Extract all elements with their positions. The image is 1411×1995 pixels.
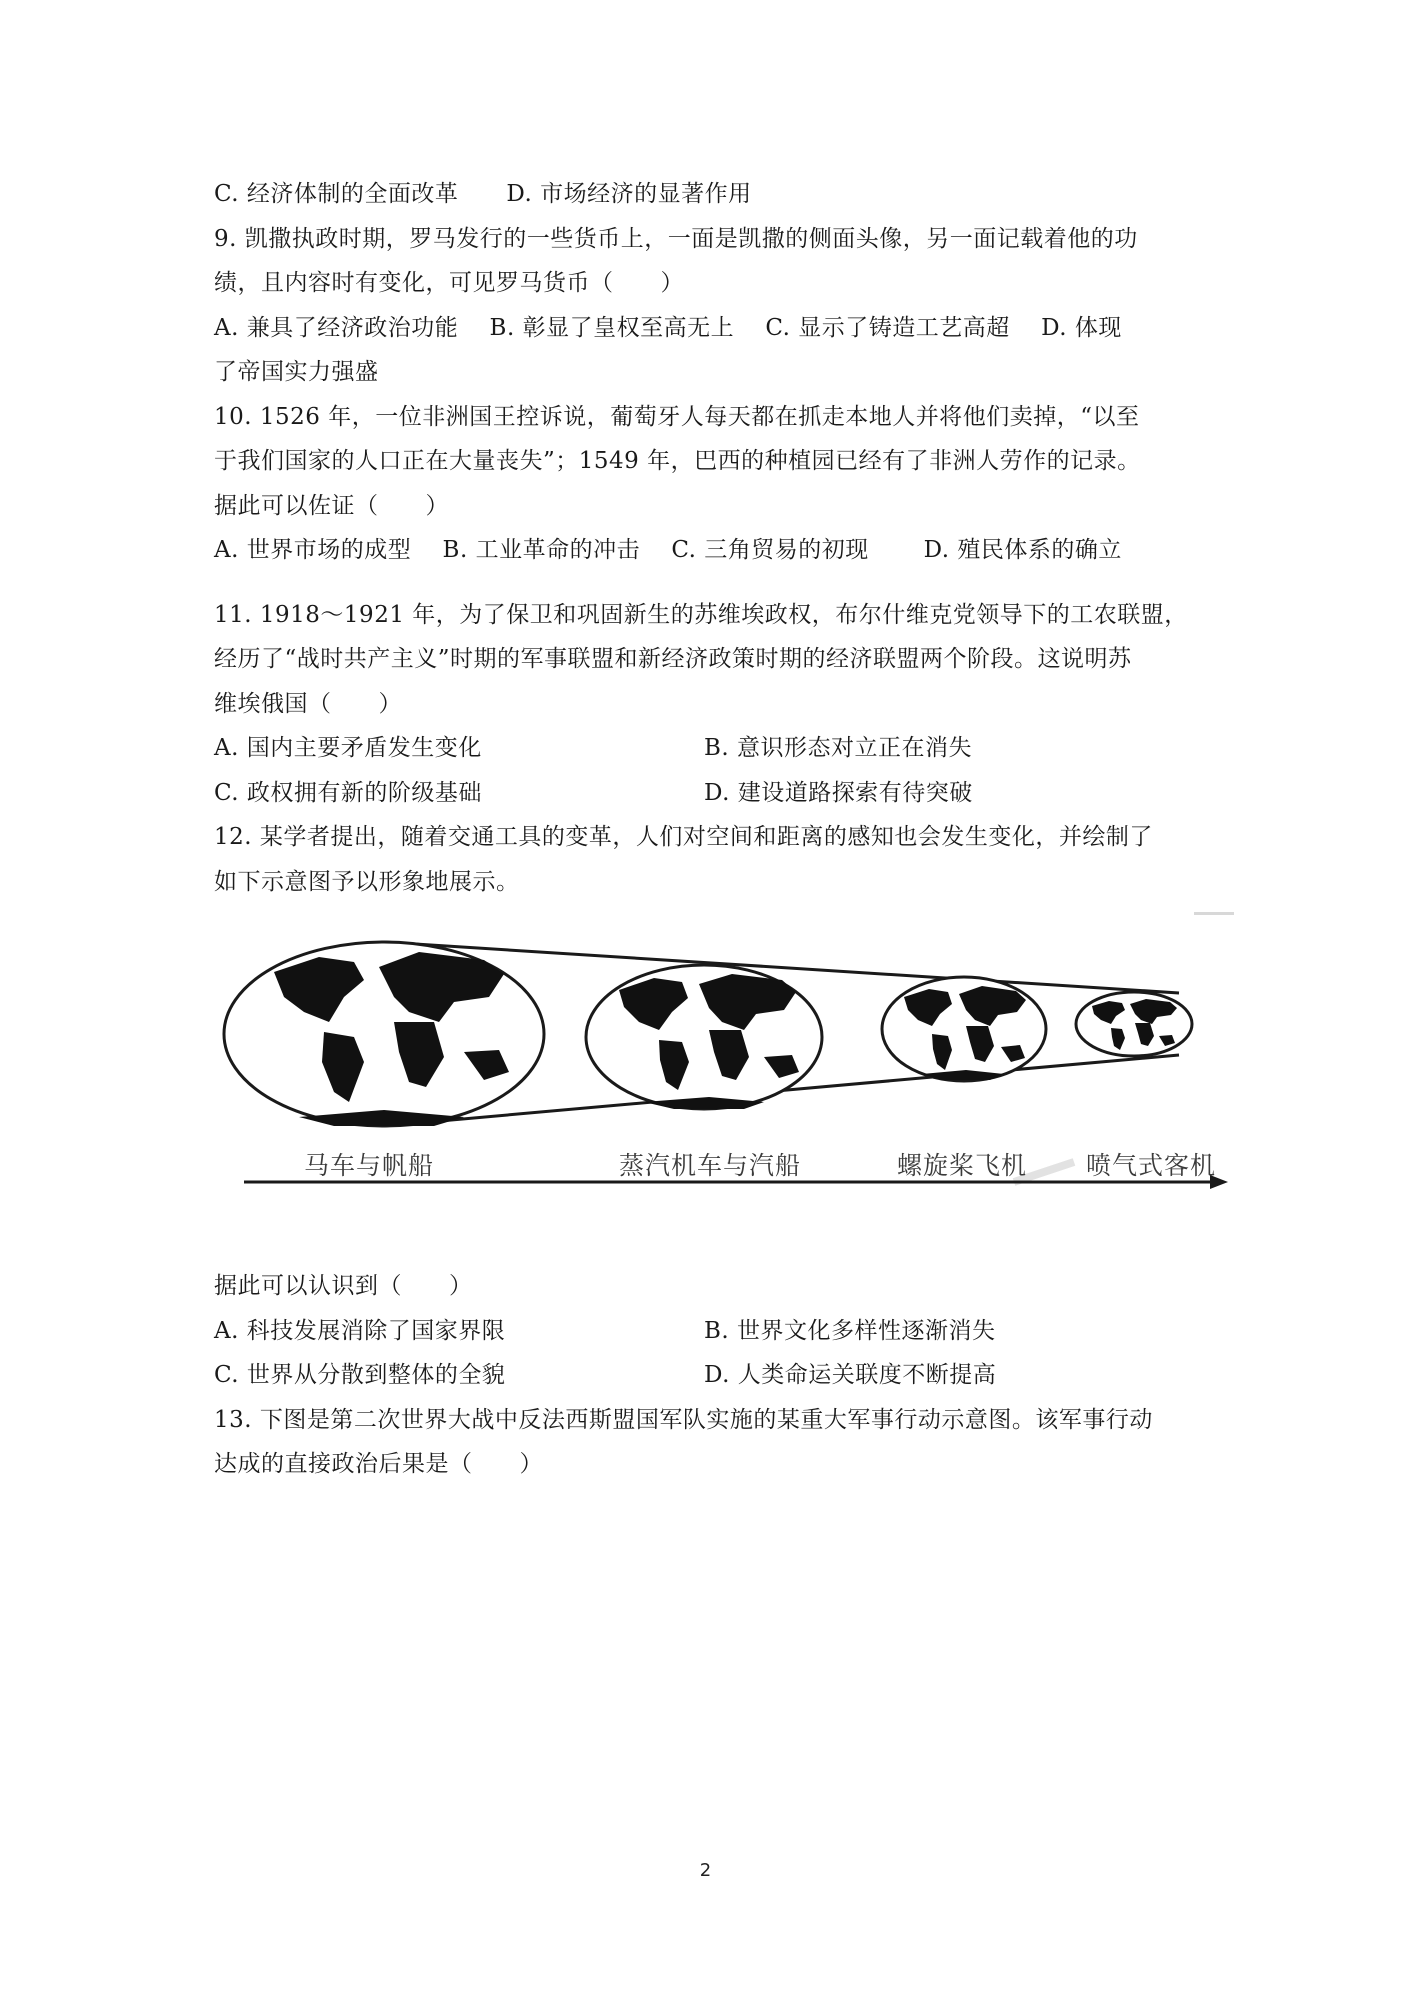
globe-2 xyxy=(586,965,822,1109)
q9-options-line1: A. 兼具了经济政治功能 B. 彰显了皇权至高无上 C. 显示了铸造工艺高超 D. 体现 xyxy=(214,314,1122,341)
q10-stem-line1: 10. 1526 年，一位非洲国王控诉说，葡萄牙人每天都在抓走本地人并将他们卖掉，“以至 xyxy=(214,403,1140,430)
q11-stem-line2: 经历了“战时共产主义”时期的军事联盟和新经济政策时期的经济联盟两个阶段。这说明苏 xyxy=(214,646,1132,672)
figure-label-1: 马车与帆船 xyxy=(304,1151,435,1180)
page-number: 2 xyxy=(699,1860,712,1881)
q13-stem-line1: 13. 下图是第二次世界大战中反法西斯盟国军队实施的某重大军事行动示意图。该军事行动 xyxy=(214,1406,1153,1433)
q12-option-a: A. 科技发展消除了国家界限 xyxy=(214,1317,506,1344)
q12-option-b: B. 世界文化多样性逐渐消失 xyxy=(704,1317,996,1344)
globe-3 xyxy=(882,977,1046,1081)
spacer xyxy=(214,573,1204,593)
q12-question: 据此可以认识到（ ） xyxy=(214,1273,473,1299)
q9-stem-line1: 9. 凯撒执政时期，罗马发行的一些货币上，一面是凯撒的侧面头像，另一面记载着他的功 xyxy=(214,225,1138,252)
q12-option-d: D. 人类命运关联度不断提高 xyxy=(704,1362,997,1388)
q11-option-d: D. 建设道路探索有待突破 xyxy=(704,779,973,806)
q8-option-c: C. 经济体制的全面改革 xyxy=(214,181,459,207)
q11-options-ab xyxy=(214,726,1204,771)
figure-label-4: 喷气式客机 xyxy=(1086,1151,1217,1180)
q12-stem-line2: 如下示意图予以形象地展示。 xyxy=(214,868,520,895)
page-content xyxy=(214,172,1217,1487)
q10-stem-line2: 于我们国家的人口正在大量丧失”；1549 年，巴西的种植园已经有了非洲人劳作的记录。 xyxy=(214,448,1141,474)
q11-option-c: C. 政权拥有新的阶级基础 xyxy=(214,779,482,806)
q12-options-ab xyxy=(214,1309,1204,1354)
q11-option-a: A. 国内主要矛盾发生变化 xyxy=(214,735,482,761)
globe-4 xyxy=(1076,992,1192,1056)
figure-label-2: 蒸汽机车与汽船 xyxy=(619,1151,802,1180)
q11-stem-line1: 11. 1918～1921 年，为了保卫和巩固新生的苏维埃政权，布尔什维克党领导下的工农联盟， xyxy=(214,601,1188,628)
globe-1 xyxy=(224,942,544,1126)
q12-option-c: C. 世界从分散到整体的全貌 xyxy=(214,1362,506,1388)
q12-stem-line1: 12. 某学者提出，随着交通工具的变革，人们对空间和距离的感知也会发生变化，并绘制了 xyxy=(214,824,1153,850)
q9-options-line2: 了帝国实力强盛 xyxy=(214,359,379,385)
q13-stem-line2: 达成的直接政治后果是（ ） xyxy=(214,1451,543,1477)
q10-stem-line3: 据此可以佐证（ ） xyxy=(214,492,449,519)
q8-option-d: D. 市场经济的显著作用 xyxy=(506,181,752,207)
q11-option-b: B. 意识形态对立正在消失 xyxy=(704,735,973,761)
shrinking-world-figure xyxy=(204,912,1244,1212)
q11-options-cd xyxy=(214,771,1204,816)
q12-options-cd xyxy=(214,1353,1204,1398)
q8-options-cd xyxy=(214,172,1204,217)
figure-label-3: 螺旋桨飞机 xyxy=(897,1151,1028,1180)
q9-stem-line2: 绩，且内容时有变化，可见罗马货币（ ） xyxy=(214,270,684,296)
q10-options-line: A. 世界市场的成型 B. 工业革命的冲击 C. 三角贸易的初现 D. 殖民体系的确立 xyxy=(214,537,1122,563)
q11-stem-line3: 维埃俄国（ ） xyxy=(214,690,402,717)
